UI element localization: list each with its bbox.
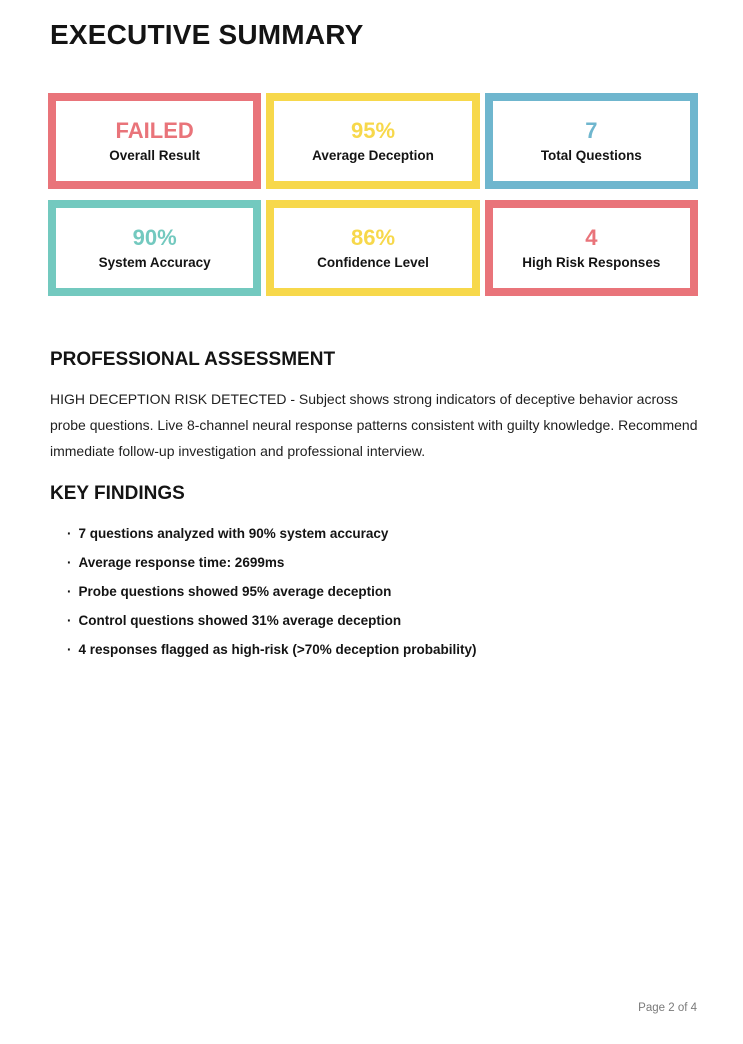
page-number: Page 2 of 4 [638, 1002, 697, 1014]
metric-card-confidence-level [266, 200, 479, 296]
metrics-grid [48, 93, 698, 296]
metric-card-overall-result [48, 93, 261, 189]
metric-card-total-questions [485, 93, 698, 189]
metric-value: 86% [350, 224, 396, 250]
metric-label: Overall Result [109, 147, 201, 163]
metric-label: Confidence Level [317, 254, 429, 270]
metric-value: 90% [132, 224, 177, 250]
metric-label: High Risk Responses [522, 254, 661, 270]
metric-value: FAILED [115, 117, 194, 143]
metric-value: 4 [585, 224, 598, 250]
finding-item: · 7 questions analyzed with 90% system accuracy [67, 519, 710, 548]
finding-item: · Probe questions showed 95% average deception [67, 577, 710, 606]
metric-label: Total Questions [540, 147, 642, 163]
finding-item: · Control questions showed 31% average deception [67, 606, 710, 635]
page-title: EXECUTIVE SUMMARY [50, 19, 364, 50]
finding-item: · 4 responses flagged as high-risk (>70% deception probability) [67, 635, 710, 664]
assessment-heading: PROFESSIONAL ASSESSMENT [50, 349, 336, 370]
metric-value: 7 [585, 117, 598, 143]
key-findings-section [50, 482, 710, 664]
findings-list [50, 519, 710, 664]
metric-label: System Accuracy [98, 254, 211, 270]
metric-card-high-risk-responses [485, 200, 698, 296]
findings-heading: KEY FINDINGS [50, 483, 185, 504]
metric-label: Average Deception [312, 147, 434, 163]
finding-item: · Average response time: 2699ms [67, 548, 710, 577]
metric-card-average-deception [266, 93, 479, 189]
professional-assessment-section [50, 348, 710, 464]
assessment-body-text: HIGH DECEPTION RISK DETECTED - Subject shows strong indicators of deceptive behavior across probe questions. Live 8-channel neural response patterns consistent with guilty knowledge. Recommend immediate follow-up investigation and professional interview. [50, 391, 698, 459]
metric-value: 95% [350, 117, 396, 143]
metric-card-system-accuracy [48, 200, 261, 296]
